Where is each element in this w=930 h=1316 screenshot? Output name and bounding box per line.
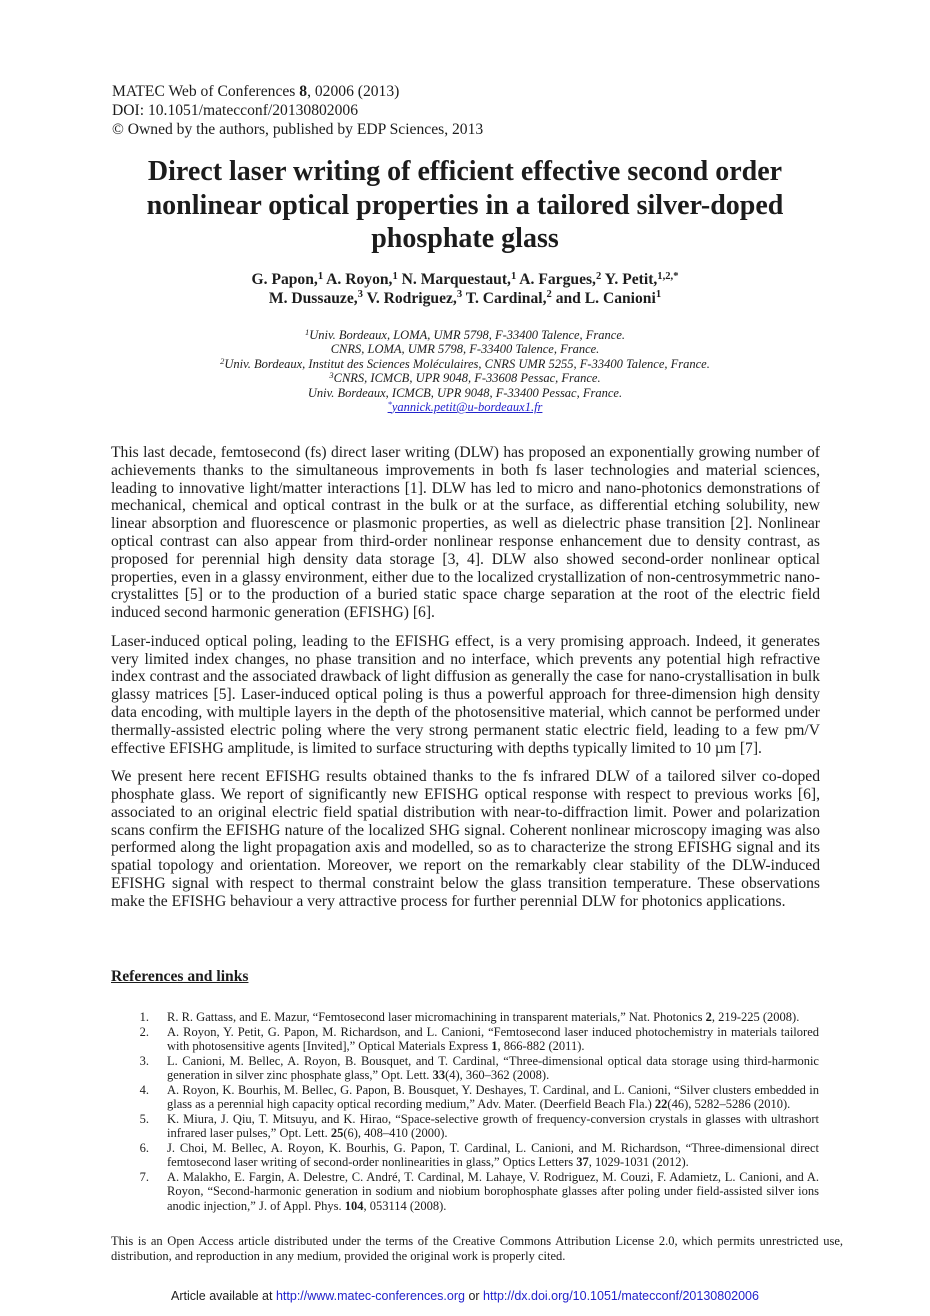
author-name: M. Dussauze, <box>268 289 358 307</box>
reference-volume: 104 <box>344 1198 364 1213</box>
email-address: yannick.petit@u-bordeaux1.fr <box>391 400 543 415</box>
reference-pages-year: , 866-882 (2011). <box>497 1039 585 1053</box>
author-conjunction: and <box>555 289 581 307</box>
reference-citation: J. Choi, M. Bellec, A. Royon, K. Bourhis, G. Papon, T. Cardinal, L. Canioni, and M. Richardson, “Three-dimensional direct femtosecond laser writing of second-order nonlinearities in glass,” Optics Letters <box>167 1140 819 1169</box>
reference-text <box>167 1170 819 1214</box>
reference-pages-year: (4), 360–362 (2008). <box>445 1068 550 1082</box>
reference-volume: 1 <box>491 1039 498 1053</box>
author-line-2 <box>0 290 930 309</box>
reference-pages-year: (6), 408–410 (2000). <box>343 1126 448 1140</box>
author <box>605 271 679 288</box>
corresponding-email-link[interactable] <box>388 400 543 414</box>
reference-number: 7. <box>139 1169 149 1184</box>
availability-joiner: or <box>468 1289 480 1303</box>
author <box>269 290 363 307</box>
author <box>466 290 552 307</box>
reference-number: 4. <box>139 1082 149 1097</box>
doi-link[interactable]: http://dx.doi.org/10.1051/matecconf/20130802006 <box>483 1289 759 1303</box>
author <box>402 271 517 288</box>
author-name: T. Cardinal, <box>465 289 547 307</box>
reference-volume: 2 <box>705 1010 712 1024</box>
reference-item <box>111 1010 819 1025</box>
article-number: , 02006 (2013) <box>307 83 400 100</box>
reference-pages-year: (46), 5282–5286 (2010). <box>667 1097 791 1111</box>
reference-item <box>111 1054 819 1083</box>
reference-list <box>111 1010 819 1213</box>
author <box>519 271 601 288</box>
reference-citation: K. Miura, J. Qiu, T. Mitsuyu, and K. Hirao, “Space-selective growth of frequency-conversion crystals in glasses with ultrashort infrared laser pulses,” Opt. Lett. <box>167 1111 819 1140</box>
reference-volume: 22 <box>654 1097 668 1111</box>
author-name: Y. Petit, <box>604 271 658 288</box>
author-affiliation-mark: 1 <box>317 270 324 282</box>
reference-item <box>111 1083 819 1112</box>
author-name: A. Fargues, <box>519 271 596 288</box>
author-affiliation-mark: 1 <box>655 289 662 301</box>
author-affiliation-mark: 1 <box>510 270 517 282</box>
affiliation <box>0 357 930 371</box>
reference-number: 2. <box>139 1024 149 1039</box>
reference-volume: 33 <box>432 1068 446 1082</box>
corresponding-author-mark: * <box>387 398 392 409</box>
affiliation <box>0 386 930 400</box>
affiliation-mark: 2 <box>220 355 225 366</box>
paper-title: Direct laser writing of efficient effective second order nonlinear optical properties in a tailored silver-doped phosphate glass <box>146 156 784 254</box>
author-affiliation-mark: 2 <box>546 289 552 301</box>
author <box>326 271 398 288</box>
doi-line: DOI: 10.1051/matecconf/20130802006 <box>112 102 358 119</box>
reference-text <box>167 1025 819 1054</box>
body-paragraph: This last decade, femtosecond (fs) direct laser writing (DLW) has proposed an exponentially growing number of achievements thanks to the simultaneous improvements in both fs laser technologies and material sciences, leading to innovative light/matter interactions [1]. DLW has led to micro and nano-photonics demonstrations of mechanical, chemical and optical contrast in the bulk or at the surface, as differential etching solubility, new linear absorption and fluorescence or plasmonic properties, as well as dielectric phase transition [2]. Nonlinear optical contrast can also appear from third-order nonlinear response enhancement due to density contrast, as proposed for perennial high density data storage [3, 4]. DLW also showed second-order nonlinear optical properties, even in a glassy environment, either due to the localized crystallization of non-centrosymmetric nano-crystalittes [5] or to the production of a buried static space charge separation at the root of the electric field induced second harmonic generation (EFISHG) [6]. <box>111 444 820 622</box>
affiliation <box>0 371 930 385</box>
reference-item <box>111 1112 819 1141</box>
author-name: N. Marquestaut, <box>401 271 511 288</box>
article-availability <box>0 1288 930 1304</box>
license-statement: This is an Open Access article distributed under the terms of the Creative Commons Attribution License 2.0, which permits unrestricted use, distribution, and reproduction in any medium, provided the original work is properly cited. <box>111 1234 843 1263</box>
affiliation-mark: 3 <box>329 369 334 380</box>
affiliation <box>0 342 930 356</box>
copyright-line: © Owned by the authors, published by EDP Sciences, 2013 <box>112 121 484 138</box>
author <box>367 290 463 307</box>
affiliation-text: CNRS, LOMA, UMR 5798, F-33400 Talence, France. <box>330 342 600 357</box>
reference-item <box>111 1170 819 1214</box>
reference-pages-year: , 053114 (2008). <box>363 1198 447 1213</box>
author-affiliation-mark: 1 <box>392 270 398 282</box>
reference-text <box>167 1141 819 1170</box>
reference-citation: A. Royon, K. Bourhis, M. Bellec, G. Papon, B. Bousquet, Y. Deshayes, T. Cardinal, and L. Canioni, “Silver clusters embedded in glass as a perennial high capacity optical recording medium,” Adv. Mater. (Deerfield Beach Fla.) <box>167 1082 819 1111</box>
author-list <box>0 271 930 308</box>
reference-citation: A. Malakho, E. Fargin, A. Delestre, C. André, T. Cardinal, M. Lahaye, V. Rodriguez, M. Couzi, F. Adamietz, L. Canioni, and A. Royon, “Second-harmonic generation in sodium and niobium borophosphate glasses after poling under field-assisted silver ions anodic injection,” J. of Appl. Phys. <box>167 1169 819 1213</box>
journal-citation-line <box>112 82 483 101</box>
reference-text <box>167 1054 819 1083</box>
references-heading: References and links <box>111 968 249 985</box>
reference-number: 1. <box>139 1010 149 1024</box>
author-affiliation-mark: 2 <box>595 270 602 282</box>
availability-prefix: Article available at <box>171 1289 273 1303</box>
reference-number: 6. <box>139 1140 149 1155</box>
reference-volume: 37 <box>576 1155 589 1169</box>
author-affiliation-mark: 3 <box>357 289 363 301</box>
author <box>252 271 324 288</box>
reference-volume: 25 <box>330 1126 344 1140</box>
reference-citation: L. Canioni, M. Bellec, A. Royon, B. Bousquet, and T. Cardinal, “Three-dimensional optical data storage using third-harmonic generation in silver zinc phosphate glass,” Opt. Lett. <box>167 1053 819 1082</box>
author-affiliation-mark: 1,2,* <box>657 270 679 282</box>
affiliation-text: Univ. Bordeaux, LOMA, UMR 5798, F-33400 Talence, France. <box>309 328 626 342</box>
affiliation-list <box>0 328 930 414</box>
journal-volume: 8 <box>299 83 308 100</box>
author-affiliation-mark: 3 <box>456 289 463 301</box>
reference-text <box>167 1083 819 1112</box>
affiliation-text: CNRS, ICMCB, UPR 9048, F-33608 Pessac, France. <box>333 371 601 386</box>
reference-pages-year: , 1029-1031 (2012). <box>588 1155 689 1169</box>
body-paragraph: We present here recent EFISHG results obtained thanks to the fs infrared DLW of a tailored silver co-doped phosphate glass. We report of significantly new EFISHG optical response with respect to previous works [6], associated to an original electric field spatial distribution with near-to-diffraction limit. Power and polarization scans confirm the EFISHG nature of the localized SHG signal. Coherent nonlinear microscopy imaging was also performed along the light propagation axis and modelled, so as to characterize the strong EFISHG signal and its spatial topology and orientation. Moreover, we report on the remarkably clear stability of the DLW-induced EFISHG signal with respect to thermal constraint below the glass transition temperature. These observations make the EFISHG behaviour a very attractive process for further perennial DLW for photonics applications. <box>111 768 820 910</box>
affiliation <box>0 328 930 342</box>
author-name: A. Royon, <box>326 271 393 288</box>
abstract-body <box>111 444 820 921</box>
reference-number: 3. <box>139 1053 149 1068</box>
reference-item <box>111 1025 819 1054</box>
reference-citation: A. Royon, Y. Petit, G. Papon, M. Richardson, and L. Canioni, “Femtosecond laser induced photochemistry in materials tailored with photosensitive agents [Invited],” Optical Materials Express <box>167 1024 819 1053</box>
affiliation-text: Univ. Bordeaux, Institut des Sciences Moléculaires, CNRS UMR 5255, F-33400 Talence, France. <box>224 356 710 371</box>
body-paragraph: Laser-induced optical poling, leading to the EFISHG effect, is a very promising approach. Indeed, it generates very limited index changes, no phase transition and no interface, which prevents any potential high refractive index contrast and the associated drawback of light diffusion as generally the case for nano-crystallisation in bulk glassy matrices [5]. Laser-induced optical poling is thus a powerful approach for three-dimension high density data encoding, with multiple layers in the depth of the photosensitive material, which cannot be performed under thermally-assisted electric poling where the very strong permanent static electric field, leading to a few pm/V effective EFISHG amplitude, is limited to surface structuring with depths typically limited to 10 µm [7]. <box>111 632 820 757</box>
author-name: G. Papon, <box>251 271 318 288</box>
reference-pages-year: , 219-225 (2008). <box>711 1010 800 1024</box>
author <box>585 290 661 307</box>
author-name: L. Canioni <box>584 289 656 307</box>
reference-number: 5. <box>139 1111 149 1126</box>
affiliation-text: Univ. Bordeaux, ICMCB, UPR 9048, F-33400 Pessac, France. <box>307 385 623 400</box>
reference-citation: R. R. Gattass, and E. Mazur, “Femtosecond laser micromachining in transparent materials,” Nat. Photonics <box>167 1010 706 1024</box>
journal-header <box>112 82 483 139</box>
corresponding-email-line <box>0 400 930 414</box>
affiliation-mark: 1 <box>304 326 310 337</box>
reference-item <box>111 1141 819 1170</box>
conference-site-link[interactable]: http://www.matec-conferences.org <box>275 1289 465 1303</box>
journal-name: MATEC Web of Conferences <box>112 83 296 100</box>
author-name: V. Rodriguez, <box>366 289 457 307</box>
reference-text <box>167 1010 819 1025</box>
reference-text <box>167 1112 819 1141</box>
author-line-1 <box>0 271 930 290</box>
